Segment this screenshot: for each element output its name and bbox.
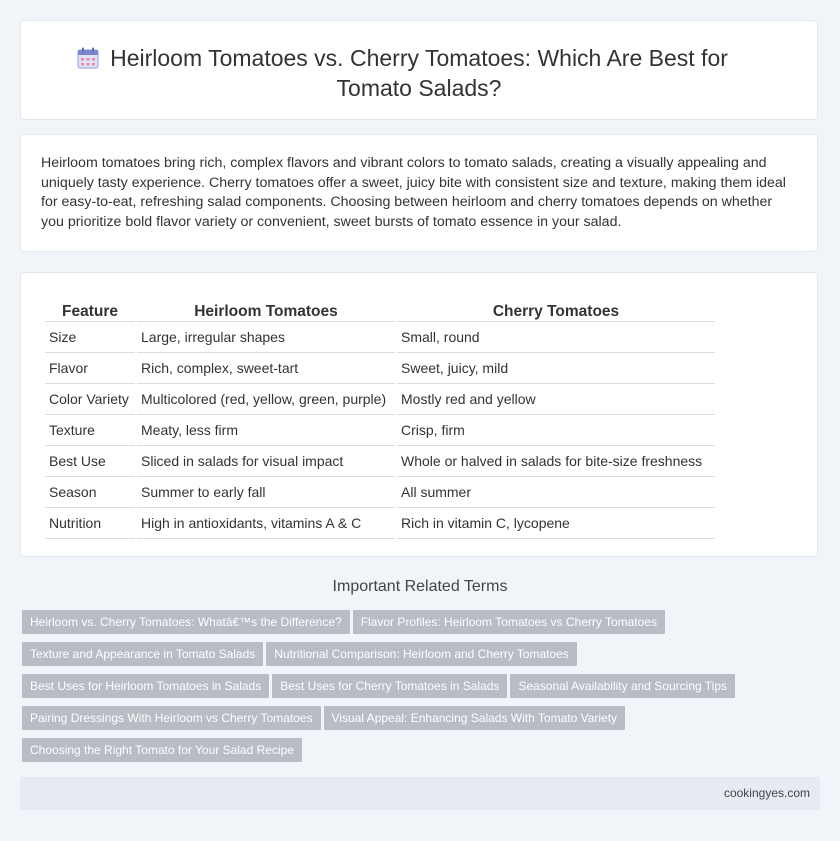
table-cell: Size (45, 322, 135, 353)
related-term-tag[interactable]: Heirloom vs. Cherry Tomatoes: Whatâ€™s the Difference? (22, 610, 350, 634)
table-cell: Best Use (45, 446, 135, 477)
footer (20, 777, 820, 810)
table-cell: Sliced in salads for visual impact (137, 446, 395, 477)
table-header-row (45, 295, 715, 322)
table-cell: Multicolored (red, yellow, green, purple) (137, 384, 395, 415)
related-term-tag[interactable]: Choosing the Right Tomato for Your Salad Recipe (22, 738, 302, 762)
table-cell: Rich in vitamin C, lycopene (397, 508, 715, 539)
related-terms-list (22, 610, 822, 770)
table-row (45, 353, 715, 384)
table-row (45, 508, 715, 539)
related-term-tag[interactable]: Nutritional Comparison: Heirloom and Cherry Tomatoes (266, 642, 577, 666)
comparison-card (20, 272, 818, 557)
table-cell: Small, round (397, 322, 715, 353)
related-term-tag[interactable]: Flavor Profiles: Heirloom Tomatoes vs Cherry Tomatoes (353, 610, 665, 634)
table-cell: High in antioxidants, vitamins A & C (137, 508, 395, 539)
table-cell: Texture (45, 415, 135, 446)
table-cell: Whole or halved in salads for bite-size freshness (397, 446, 715, 477)
column-header-feature: Feature (45, 295, 135, 322)
table-row (45, 477, 715, 508)
related-term-tag[interactable]: Visual Appeal: Enhancing Salads With Tomato Variety (324, 706, 626, 730)
table-row (45, 415, 715, 446)
related-term-tag[interactable]: Seasonal Availability and Sourcing Tips (510, 674, 735, 698)
footer-site-link[interactable]: cookingyes.com (723, 786, 810, 800)
table-cell: Meaty, less firm (137, 415, 395, 446)
table-cell: Flavor (45, 353, 135, 384)
table-row (45, 446, 715, 477)
table-cell: Crisp, firm (397, 415, 715, 446)
table-cell: Rich, complex, sweet-tart (137, 353, 395, 384)
related-term-tag[interactable]: Best Uses for Cherry Tomatoes in Salads (272, 674, 507, 698)
page-title: Heirloom Tomatoes vs. Cherry Tomatoes: Which Are Best for Tomato Salads? (110, 45, 728, 101)
table-cell: Nutrition (45, 508, 135, 539)
intro-card (20, 134, 818, 252)
table-row (45, 384, 715, 415)
table-cell: Sweet, juicy, mild (397, 353, 715, 384)
table-cell: All summer (397, 477, 715, 508)
column-header-heirloom: Heirloom Tomatoes (137, 295, 395, 322)
comparison-table (43, 295, 717, 539)
table-row (45, 322, 715, 353)
intro-paragraph: Heirloom tomatoes bring rich, complex flavors and vibrant colors to tomato salads, creating a visually appealing and uniquely tasty experience. Cherry tomatoes offer a sweet, juicy bite with consistent size and texture, making them ideal for easy-to-eat, refreshing salad components. Choosing between heirloom and cherry tomatoes depends on whether you prioritize bold flavor variety or convenient, sweet bursts of tomato essence in your salad. (41, 155, 786, 230)
table-cell: Color Variety (45, 384, 135, 415)
table-cell: Mostly red and yellow (397, 384, 715, 415)
related-term-tag[interactable]: Best Uses for Heirloom Tomatoes in Salads (22, 674, 269, 698)
table-cell: Large, irregular shapes (137, 322, 395, 353)
related-term-tag[interactable]: Texture and Appearance in Tomato Salads (22, 642, 263, 666)
related-term-tag[interactable]: Pairing Dressings With Heirloom vs Cherry Tomatoes (22, 706, 321, 730)
table-cell: Season (45, 477, 135, 508)
table-cell: Summer to early fall (137, 477, 395, 508)
related-terms-heading: Important Related Terms (332, 578, 508, 595)
title-card (20, 20, 818, 120)
column-header-cherry: Cherry Tomatoes (397, 295, 715, 322)
